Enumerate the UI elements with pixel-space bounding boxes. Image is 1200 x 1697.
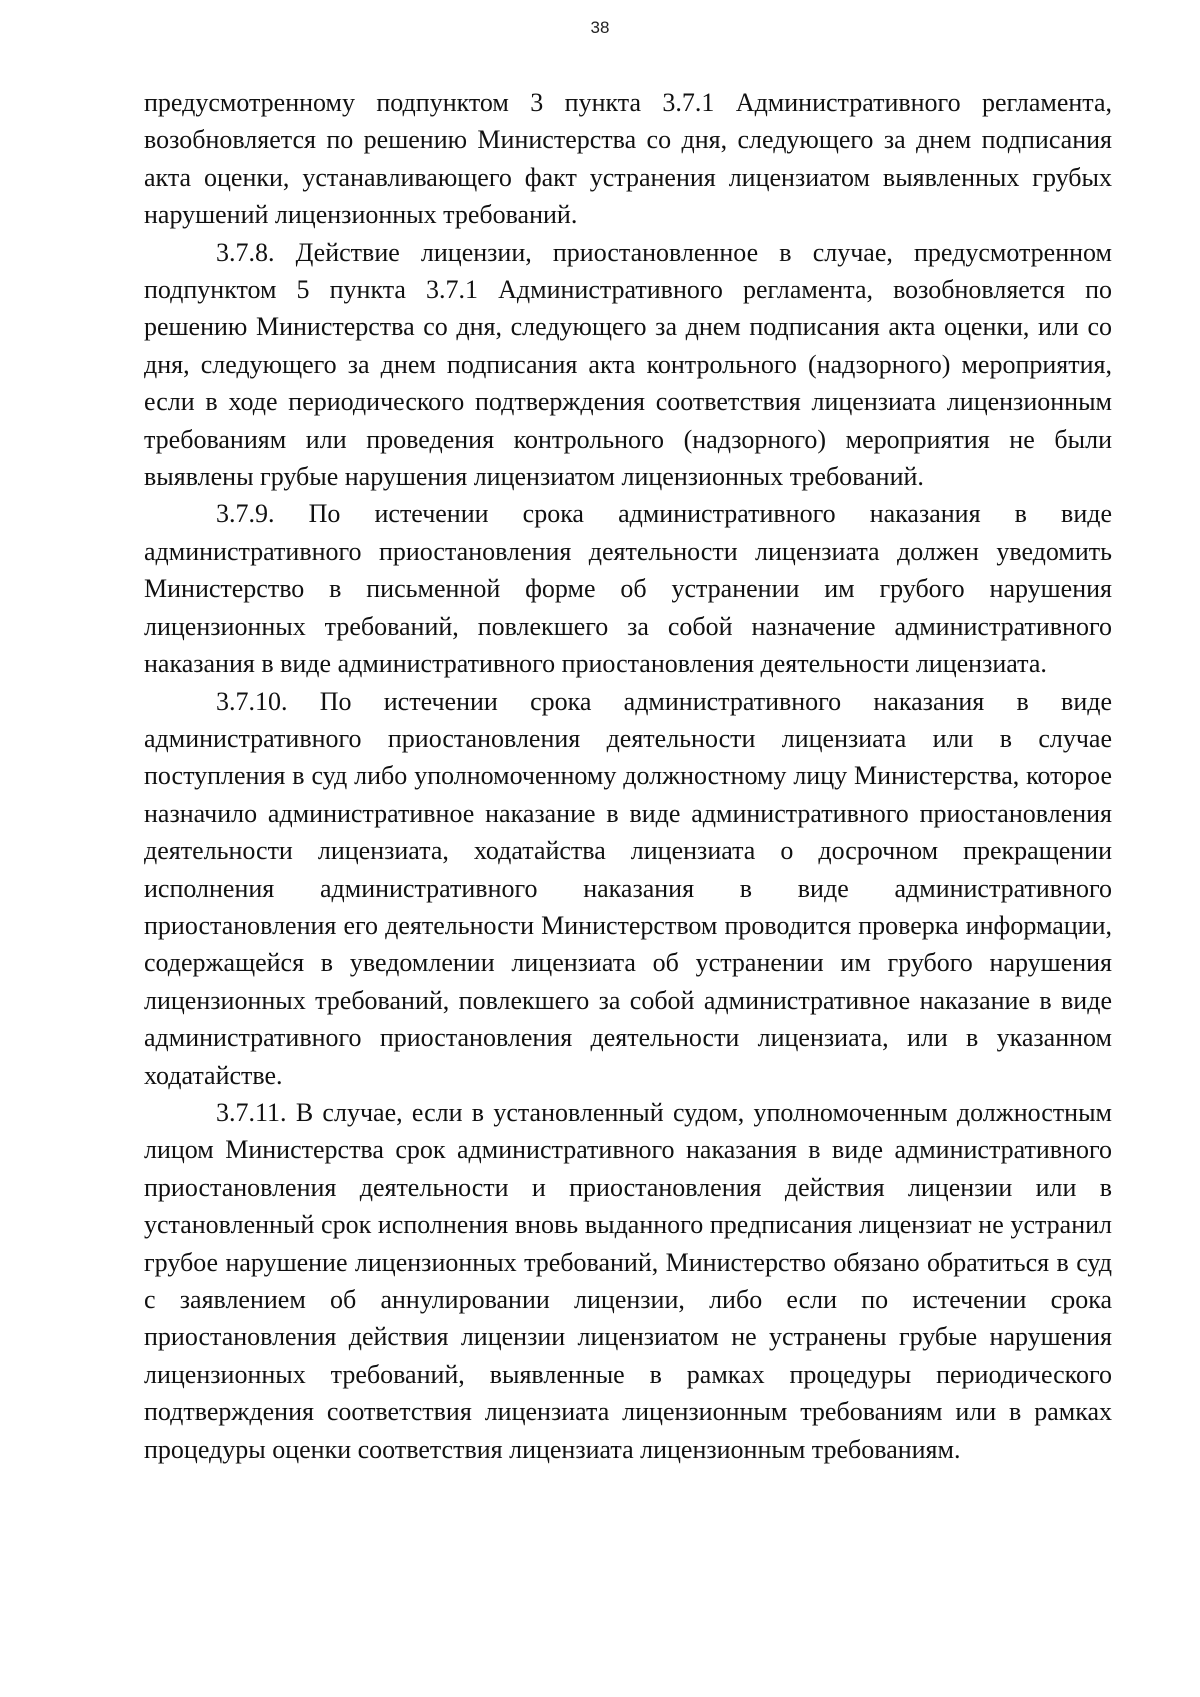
page-number: 38 xyxy=(590,18,610,37)
paragraph-3-7-10: 3.7.10. По истечении срока административного наказания в виде административного приостановления деятельности лицензиата или в случае поступления в суд либо уполномоченному должностному лицу Министерства, которое назначило административное наказание в виде административного приостановления деятельности лицензиата, ходатайства лицензиата о досрочном прекращении исполнения административного наказания в виде административного приостановления его деятельности Министерством проводится проверка информации, содержащейся в уведомлении лицензиата об устранении им грубого нарушения лицензионных требований, повлекшего за собой административное наказание в виде административного приостановления деятельности лицензиата, или в указанном ходатайстве. xyxy=(144,686,1112,1090)
paragraph-3-7-11: 3.7.11. В случае, если в установленный судом, уполномоченным должностным лицом Министерства срок административного наказания в виде административного приостановления деятельности и приостановления действия лицензии или в установленный срок исполнения вновь выданного предписания лицензиат не устранил грубое нарушение лицензионных требований, Министерство обязано обратиться в суд с заявлением об аннулировании лицензии, либо если по истечении срока приостановления действия лицензии лицензиатом не устранены грубые нарушения лицензионных требований, выявленные в рамках процедуры периодического подтверждения соответствия лицензиата лицензионным требованиям или в рамках процедуры оценки соответствия лицензиата лицензионным требованиям. xyxy=(144,1097,1112,1464)
paragraph-continuation: предусмотренному подпунктом 3 пункта 3.7.1 Административного регламента, возобновляется по решению Министерства со дня, следующего за днем подписания акта оценки, устанавливающего факт устранения лицензиатом выявленных грубых нарушений лицензионных требований. xyxy=(144,88,1112,230)
document-body xyxy=(144,84,1112,1468)
paragraph-3-7-9: 3.7.9. По истечении срока административного наказания в виде административного приостановления деятельности лицензиата должен уведомить Министерство в письменной форме об устранении им грубого нарушения лицензионных требований, повлекшего за собой назначение административного наказания в виде административного приостановления деятельности лицензиата. xyxy=(144,499,1112,679)
paragraph-3-7-8: 3.7.8. Действие лицензии, приостановленное в случае, предусмотренном подпунктом 5 пункта 3.7.1 Административного регламента, возобновляется по решению Министерства со дня, следующего за днем подписания акта оценки, или со дня, следующего за днем подписания акта контрольного (надзорного) мероприятия, если в ходе периодического подтверждения соответствия лицензиата лицензионным требованиям или проведения контрольного (надзорного) мероприятия не были выявлены грубые нарушения лицензиатом лицензионных требований. xyxy=(144,237,1112,492)
